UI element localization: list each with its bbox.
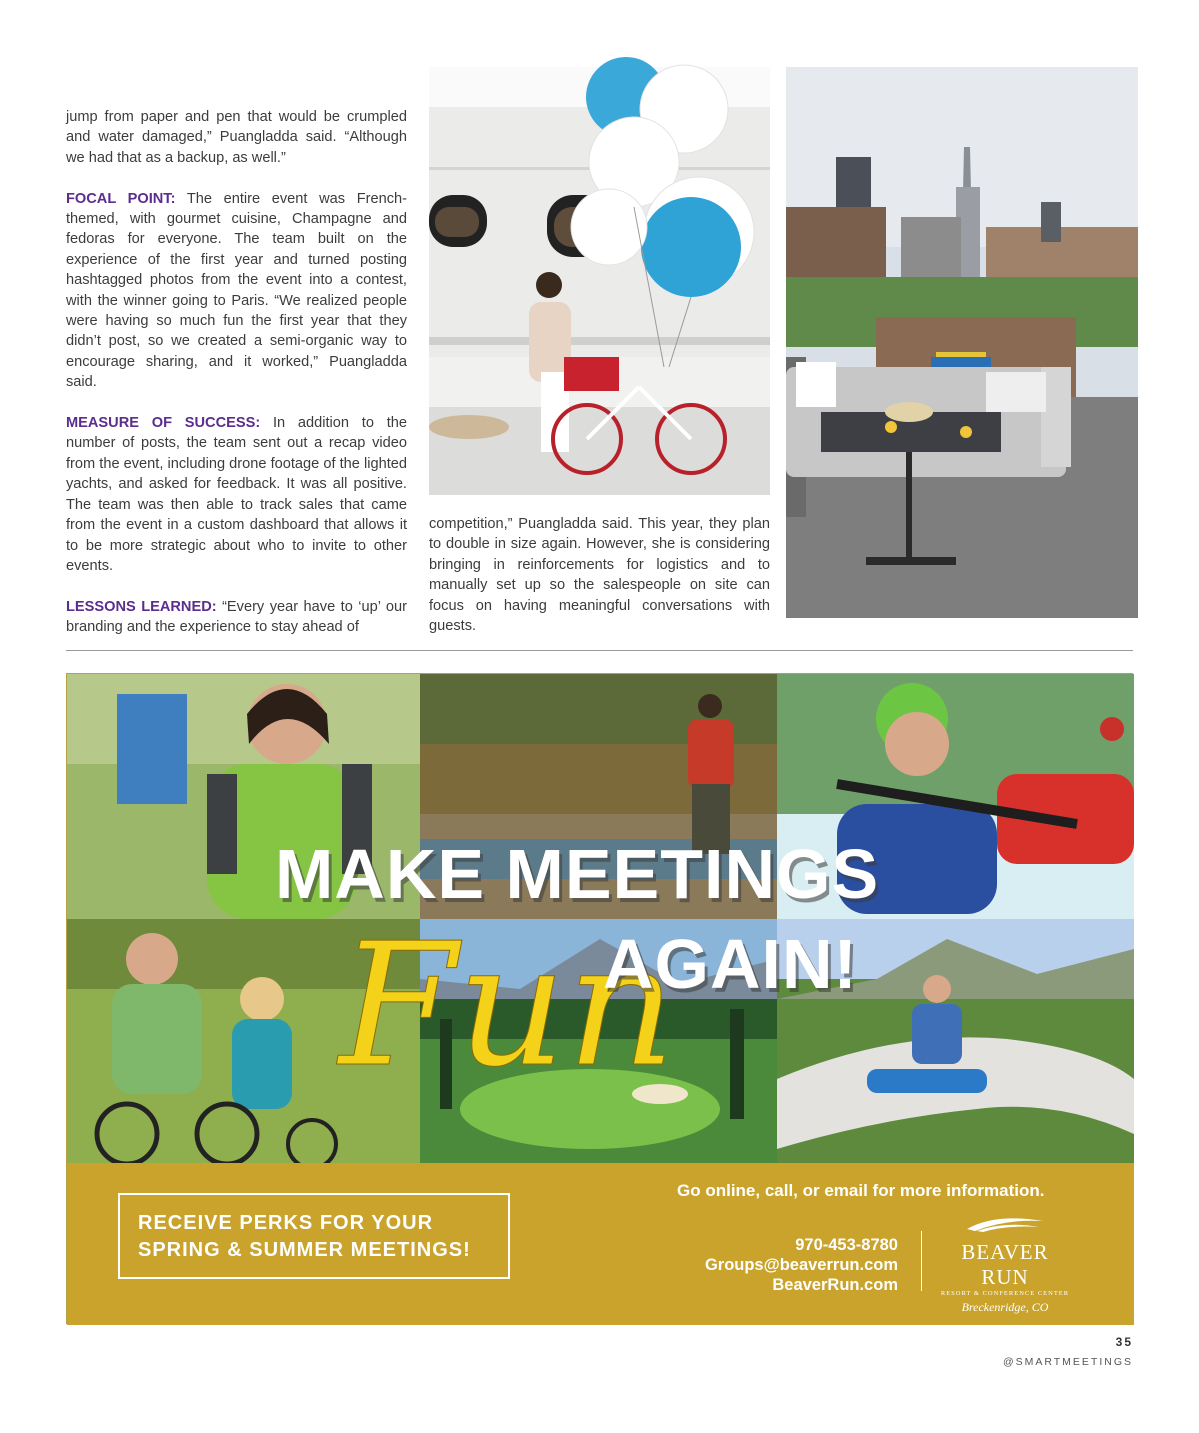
focal-point-text: The entire event was French-themed, with gourmet cuisine, Champagne and fedoras for everyone. The team built on the experience of the first year and turned posting hashtagged photos from the event into a contest, with the winner going to Paris. “We realized people were having so much fun the first year that they didn’t post, so we created a semi-organic way to encourage sharing, and it worked,” Puangladda said. (66, 190, 407, 391)
logo-location: Breckenridge, CO (961, 1300, 1049, 1314)
logo-subtitle: RESORT & CONFERENCE CENTER (940, 1290, 1070, 1297)
perks-callout: RECEIVE PERKS FOR YOUR SPRING & SUMMER MEETINGS! (118, 1193, 510, 1279)
beaver-run-advertisement (66, 673, 1133, 1324)
ad-info-bar (67, 1163, 1134, 1325)
contact-divider (921, 1231, 922, 1291)
paragraph-lessons-learned (66, 597, 407, 638)
headline-make-meetings: MAKE MEETINGS (275, 835, 880, 913)
heading-measure-of-success: MEASURE OF SUCCESS: (66, 415, 261, 432)
social-handle: @SMARTMEETINGS (1002, 1356, 1133, 1368)
call-to-action: Go online, call, or email for more information. (677, 1181, 1045, 1200)
paragraph-conclusion: competition,” Puangladda said. This year, they plan to double in size again. However, she is considering bringing in reinforcements for logistics and to manually set up so the salespeople on site can focus on having meaningful conversations with guests. (429, 516, 770, 635)
section-divider (66, 650, 1133, 651)
heading-lessons-learned: LESSONS LEARNED: (66, 598, 217, 615)
phone-number[interactable]: 970-453-8780 (795, 1236, 898, 1254)
logo-name: BEAVER RUN (961, 1240, 1049, 1289)
contact-info (705, 1235, 898, 1295)
photo-rooftop-city (786, 67, 1138, 618)
website-link[interactable]: BeaverRun.com (772, 1276, 898, 1294)
paragraph-focal-point (66, 189, 407, 393)
article-column-1 (66, 107, 407, 658)
svg-text:Fun: Fun (339, 907, 676, 1105)
page-number: 35 (1115, 1335, 1133, 1349)
mountain-logo-icon (965, 1211, 1045, 1233)
photo-yacht-balloons (429, 67, 770, 495)
beaver-run-logo (935, 1211, 1075, 1315)
headline-again: AGAIN! (603, 925, 858, 1003)
article-column-2 (429, 514, 770, 657)
email-link[interactable]: Groups@beaverrun.com (704, 1256, 898, 1274)
lessons-learned-text: “Every year have to ‘up’ our branding and the experience to stay ahead of (66, 598, 407, 636)
measure-of-success-text: In addition to the number of posts, the team sent out a recap video from the event, including drone footage of the lighted yachts, and asked for feedback. It was all positive. The team was then able to track sales that came from the event in a custom dashboard that allows it to be more strategic about who to invite to other events. (66, 415, 407, 574)
paragraph-intro: jump from paper and pen that would be crumpled and water damaged,” Puangladda said. “Although we had that as a backup, as well.” (66, 109, 407, 166)
headline-fun-script (329, 864, 676, 1124)
heading-focal-point: FOCAL POINT: (66, 190, 176, 207)
paragraph-measure-of-success (66, 413, 407, 576)
